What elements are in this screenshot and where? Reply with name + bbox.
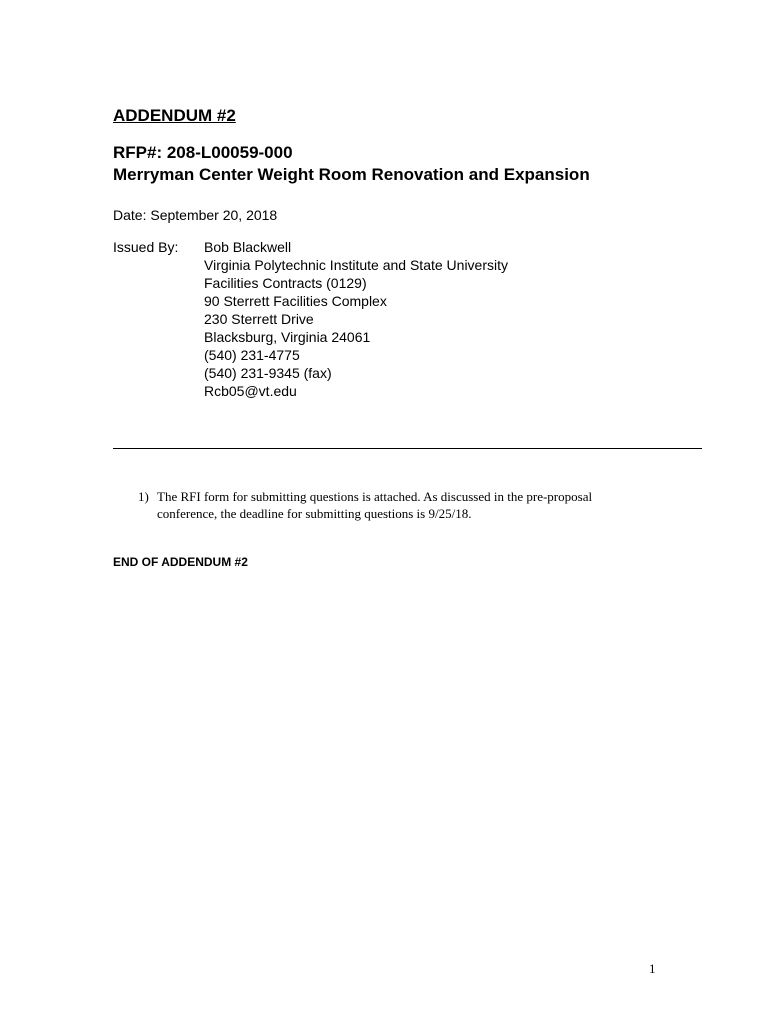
issuer-email: Rcb05@vt.edu: [204, 383, 297, 399]
page-number: 1: [649, 961, 656, 976]
issuer-department: Facilities Contracts (0129): [204, 275, 367, 291]
issuer-name: Bob Blackwell: [204, 239, 292, 255]
issuer-contact-block: [204, 238, 508, 400]
issuer-institution: Virginia Polytechnic Institute and State University: [204, 257, 509, 273]
list-item: [157, 488, 592, 522]
issuer-city-state: Blacksburg, Virginia 24061: [204, 329, 371, 345]
issuer-fax: (540) 231-9345 (fax): [204, 365, 332, 381]
issued-by-label: Issued By:: [113, 239, 179, 255]
date-line: Date: September 20, 2018: [113, 207, 278, 223]
issuer-street: 230 Sterrett Drive: [204, 311, 314, 327]
rfp-number: RFP#: 208-L00059-000: [113, 143, 293, 162]
horizontal-divider: [113, 448, 702, 449]
addendum-title: ADDENDUM #2: [113, 106, 236, 125]
list-item-line: conference, the deadline for submitting questions is 9/25/18.: [157, 506, 472, 521]
list-item-number: 1): [138, 489, 149, 504]
list-item-line: The RFI form for submitting questions is attached. As discussed in the pre-proposal: [157, 489, 593, 504]
end-of-addendum: END OF ADDENDUM #2: [113, 555, 248, 569]
project-title: Merryman Center Weight Room Renovation and Expansion: [113, 165, 590, 184]
issuer-phone: (540) 231-4775: [204, 347, 300, 363]
issuer-building: 90 Sterrett Facilities Complex: [204, 293, 387, 309]
